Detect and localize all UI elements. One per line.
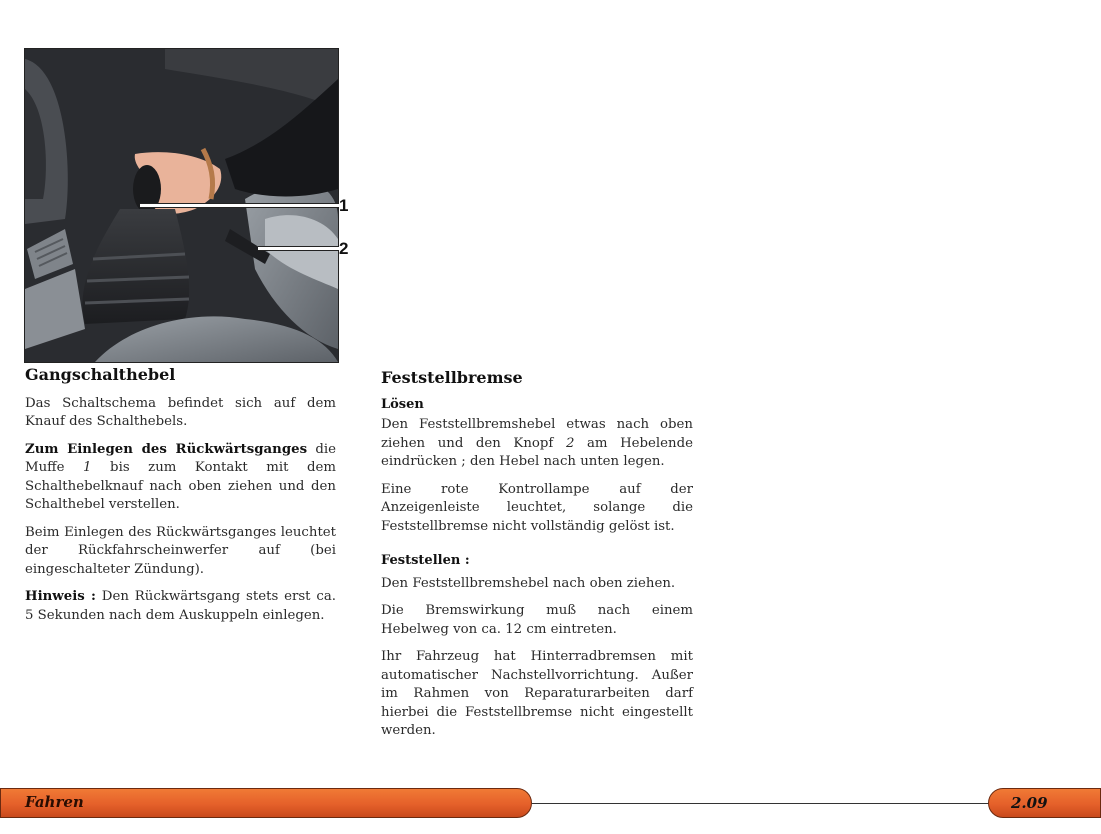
page-number: 2.09 [1011,794,1048,812]
callout-1: 1 [339,196,349,215]
section-label: Fahren [25,793,84,811]
paragraph-knob: Das Schaltschema befindet sich auf dem Knauf des Schalthebels. [25,395,336,429]
paragraph-lever-travel: Die Bremswirkung muß nach einem Hebelweg von ca. 12 cm eintreten. [381,603,693,637]
paragraph-reverse-light: Beim Einlegen des Rückwärtsganges leuchtet der Rückfahrscheinwerfer auf (bei eingeschalteter Zündung). [25,524,336,577]
footer-rule [532,803,990,804]
paragraph-apply: Den Feststellbremshebel nach oben ziehen. [381,575,676,591]
paragraph-warning-lamp: Eine rote Kontrollampe auf der Anzeigenleiste leuchtet, solange die Feststellbremse nicht vollständig gelöst ist. [381,481,693,534]
parking-brake-heading: Feststellbremse [381,368,523,387]
page-number-tab [988,788,1101,818]
parking-brake-section [381,369,693,750]
apply-subheading: Feststellen : [381,553,470,568]
paragraph-auto-adjust: Ihr Fahrzeug hat Hinterradbremsen mit automatischer Nachstellvorrichtung. Außer im Rahmen von Reparaturarbeiten darf hierbei die Feststellbremse nicht eingestellt werden. [381,649,693,738]
section-footer-bar [0,788,532,818]
paragraph-note: Hinweis : Den Rückwärtsgang stets erst ca. 5 Sekunden nach dem Auskuppeln einlegen. [25,589,337,623]
gearshift-heading: Gangschalthebel [25,365,176,384]
callout-2: 2 [339,239,349,258]
paragraph-release: Den Feststellbremshebel etwas nach oben ziehen und den Knopf 2 am Hebelende eindrücken ; den Hebel nach unten legen. [381,417,693,469]
release-subheading: Lösen [381,396,424,412]
callout-line-2 [258,246,339,251]
gearshift-section [25,366,336,634]
callout-line-1 [140,203,339,208]
paragraph-reverse: Zum Einlegen des Rückwärtsganges die Muffe 1 bis zum Kontakt mit dem Schalthebelknauf nach oben ziehen und den Schalthebel verstellen. [25,441,336,512]
